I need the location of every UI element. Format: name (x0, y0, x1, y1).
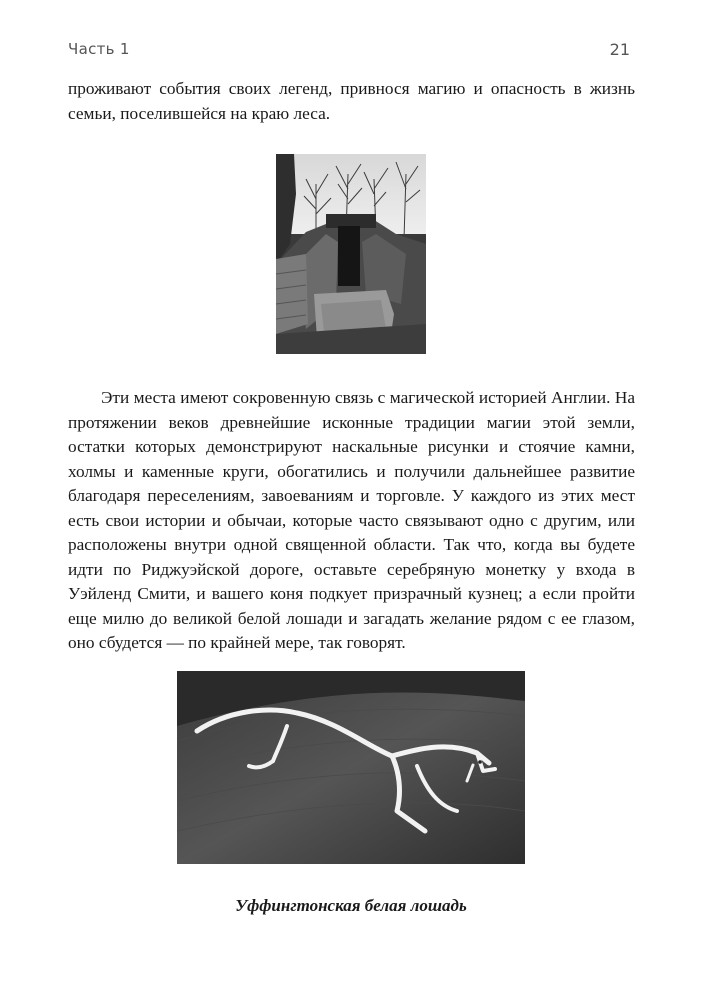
photo-uffington-white-horse (177, 671, 525, 864)
figure-caption: Уффингтонская белая лошадь (235, 896, 467, 915)
running-header-part: Часть 1 (68, 40, 130, 58)
photo-waylands-smithy (276, 154, 426, 354)
paragraph-continuation: проживают события своих легенд, привнося магию и опасность в жизнь семьи, поселившейся на краю леса. (68, 79, 635, 123)
paragraph-main: Эти места имеют сокровенную связь с магической историей Англии. На протяжении веков древнейшие исконные традиции магии этой земли, остатки которых демонстрируют наскальные рисунки и стоячие камни, холмы и каменные круги, обогатились и получили дальнейшее развитие благодаря переселениям, завоеваниям и торговле. У каждого из этих мест есть свои истории и обычаи, которые часто связывают одно с другим, или расположены внутри одной священной области. Так что, когда вы будете идти по Риджуэйской дороге, оставьте серебряную монетку у входа в Уэйленд Смити, и вашего коня подкует призрачный кузнец; а если пройти еще милю до великой белой лошади и загадать желание рядом с ее глазом, оно сбудется — по крайней мере, так говорят. (68, 388, 635, 652)
page-number: 21 (609, 40, 630, 59)
